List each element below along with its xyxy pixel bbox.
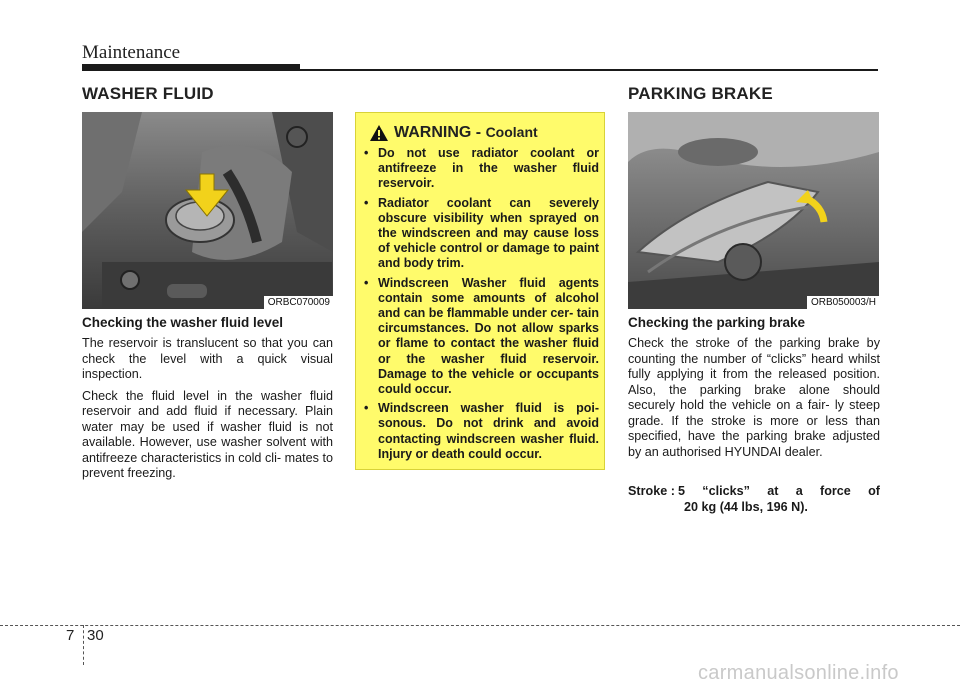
footer-rule bbox=[0, 625, 960, 626]
washer-subheading: Checking the washer fluid level bbox=[82, 315, 284, 330]
stroke-spec bbox=[628, 484, 880, 515]
warning-label: WARNING - bbox=[394, 124, 482, 141]
parking-paragraph: Check the stroke of the parking brake by counting the number of “clicks” heard whilst fully applying it from the released position. Also, the parking brake alone should securely hold the vehicle on a fair- ly steep grade. If the stroke is more or less than specified, have the parking brake adjusted by an authorised HYUNDAI dealer. bbox=[628, 336, 880, 459]
stroke-label: Stroke : bbox=[628, 484, 675, 498]
washer-body bbox=[82, 336, 333, 488]
photo-code-label: ORB050003/H bbox=[807, 296, 879, 309]
warning-triangle-icon bbox=[369, 124, 389, 142]
warning-item: • Windscreen Washer fluid agents contain some amounts of alcohol and can be flammable under cer- tain circumstances. Do not allow sparks or flame to contact the washer fluid or the washer fluid reservoir. Damage to the vehicle or occupants could occur. bbox=[364, 276, 599, 398]
header-rule-thin bbox=[82, 69, 878, 71]
washer-paragraph: Check the fluid level in the washer fluid reservoir and add fluid if necessary. Plain water may be used if washer fluid is not available. However, use washer solvent with antifreeze characteristics in cold cli- mates to prevent freezing. bbox=[82, 388, 333, 480]
warning-subtitle: Coolant bbox=[485, 124, 538, 140]
parking-subheading: Checking the parking brake bbox=[628, 315, 806, 330]
footer-divider bbox=[83, 625, 84, 665]
warning-list bbox=[364, 146, 599, 466]
warning-title bbox=[394, 124, 538, 142]
washer-fluid-heading: WASHER FLUID bbox=[82, 84, 214, 103]
chapter-number: 7 bbox=[66, 627, 75, 644]
watermark: carmanualsonline.info bbox=[698, 662, 899, 684]
stroke-value-continued: 20 kg (44 lbs, 196 N). bbox=[684, 499, 808, 514]
parking-brake-heading: PARKING BRAKE bbox=[628, 84, 773, 103]
parking-brake-photo bbox=[628, 112, 879, 309]
warning-item: • Windscreen washer fluid is poi- sonous. Do not drink and avoid contacting windscreen washer fluid. Injury or death could occur. bbox=[364, 401, 599, 462]
page-header-title: Maintenance bbox=[82, 42, 181, 63]
photo-code-label: ORBC070009 bbox=[264, 296, 333, 309]
washer-paragraph: The reservoir is translucent so that you can check the level with a quick visual inspection. bbox=[82, 336, 333, 381]
stroke-value: 5 “clicks” at a force of bbox=[678, 484, 880, 498]
washer-reservoir-photo bbox=[82, 112, 333, 309]
page-number: 30 bbox=[87, 627, 104, 644]
warning-box bbox=[355, 112, 605, 470]
warning-item: • Do not use radiator coolant or antifreeze in the washer fluid reservoir. bbox=[364, 146, 599, 192]
parking-body bbox=[628, 336, 880, 466]
warning-item: • Radiator coolant can severely obscure visibility when sprayed on the windscreen and may cause loss of vehicle control or damage to paint and body trim. bbox=[364, 196, 599, 272]
